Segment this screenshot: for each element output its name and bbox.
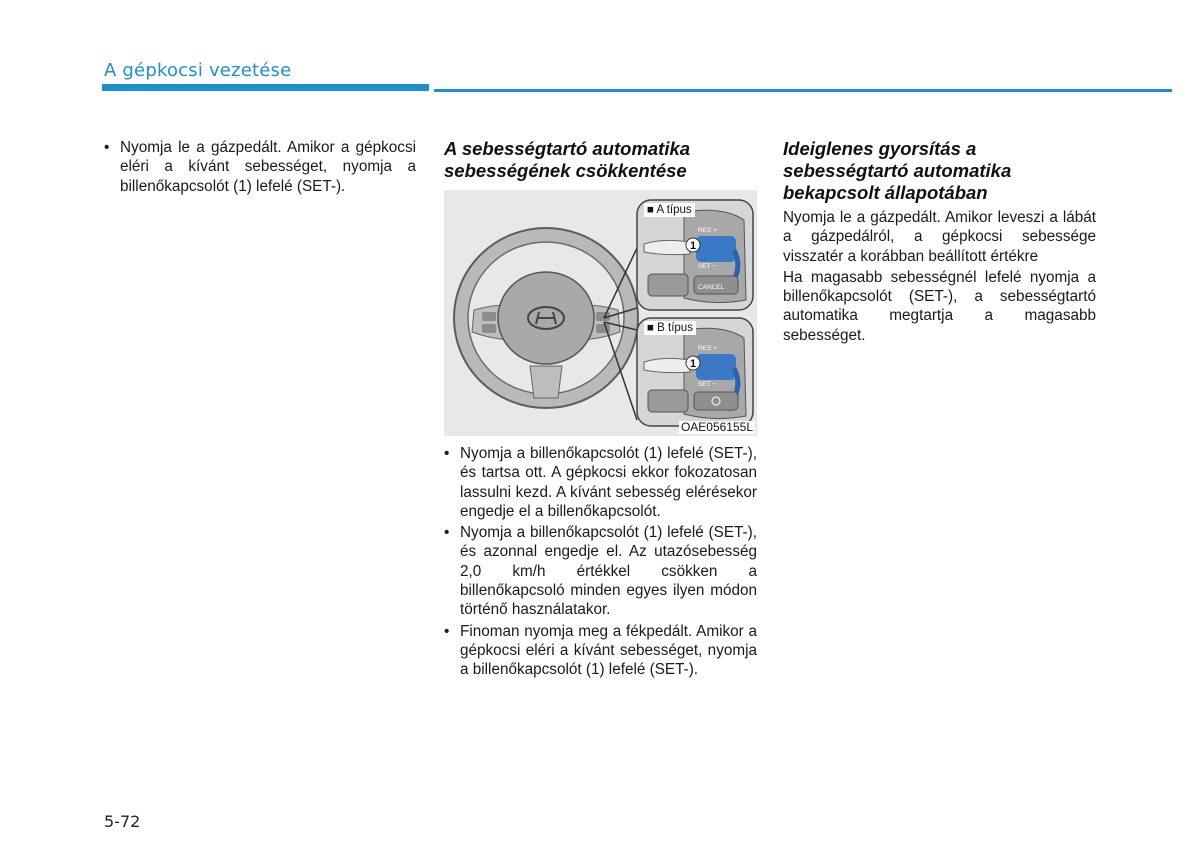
header-rule-thin: [434, 89, 1172, 92]
list-item: [444, 523, 757, 619]
paragraph: Nyomja le a gázpedált. Amikor leveszi a lábát a gázpedálról, a gépkocsi sebessége visszatér a korábban beállított értékre: [783, 209, 1096, 265]
section-heading: A sebességtartó automatika sebességének csökkentése: [444, 138, 691, 181]
inset-a-set-label: SET −: [698, 263, 717, 270]
inset-a-cancel-label: CANCEL: [698, 284, 725, 291]
inset-a-res-label: RES +: [698, 227, 717, 234]
bullet-dot: •: [444, 622, 450, 640]
list-item: [444, 444, 757, 521]
bullet-dot: •: [104, 139, 110, 156]
inset-b-label: ■ B típus: [644, 321, 696, 335]
inset-b-badge: 1: [689, 358, 697, 370]
figure-code: OAE056155L: [680, 420, 753, 434]
inset-b-set-label: SET −: [698, 381, 717, 388]
list-item-text: Nyomja a billenőkapcsolót (1) lefelé (SET-), és azonnal engedje el. Az utazósebesség 2,0 km/h értékkel csökken a billenőkapcsoló minden egyes ilyen módon történő használatakor.: [460, 524, 757, 619]
page-number: 5-72: [104, 812, 141, 831]
chapter-title: A gépkocsi vezetése: [104, 60, 292, 81]
list-item: [444, 622, 757, 680]
inset-a-label: ■ A típus: [644, 203, 695, 217]
paragraph: Ha magasabb sebességnél lefelé nyomja a billenőkapcsolót (SET-), a sebességtartó automatika megtartja a magasabb sebességet.: [783, 268, 1096, 344]
list-item-text: Nyomja le a gázpedált. Amikor a gépkocsi eléri a kívánt sebességet, nyomja a billenőkapcsolót (1) lefelé (SET-).: [120, 139, 416, 195]
column-middle: [444, 138, 757, 682]
inset-a-badge: 1: [689, 240, 697, 252]
bullet-dot: •: [444, 524, 450, 542]
header-rule-thick: [102, 84, 429, 91]
steering-wheel-cruise-control-illustration-icon: [444, 190, 757, 436]
list-item: [104, 138, 416, 196]
list-item-text: Nyomja a billenőkapcsolót (1) lefelé (SET-), és tartsa ott. A gépkocsi ekkor fokozatosan lassulni kezd. A kívánt sebesség elérésekor engedje el a billenőkapcsolót.: [460, 445, 757, 520]
column-left: [104, 138, 416, 198]
section-heading: Ideiglenes gyorsítás a sebességtartó automatika bekapcsolt állapotában: [783, 138, 1012, 203]
bullet-dot: •: [444, 445, 450, 462]
column-right: [783, 138, 1096, 347]
steering-wheel-figure: [444, 190, 757, 436]
list-item-text: Finoman nyomja meg a fékpedált. Amikor a gépkocsi eléri a kívánt sebességet, nyomja a billenőkapcsolót (1) lefelé (SET-).: [460, 622, 757, 679]
inset-b-res-label: RES +: [698, 345, 717, 352]
